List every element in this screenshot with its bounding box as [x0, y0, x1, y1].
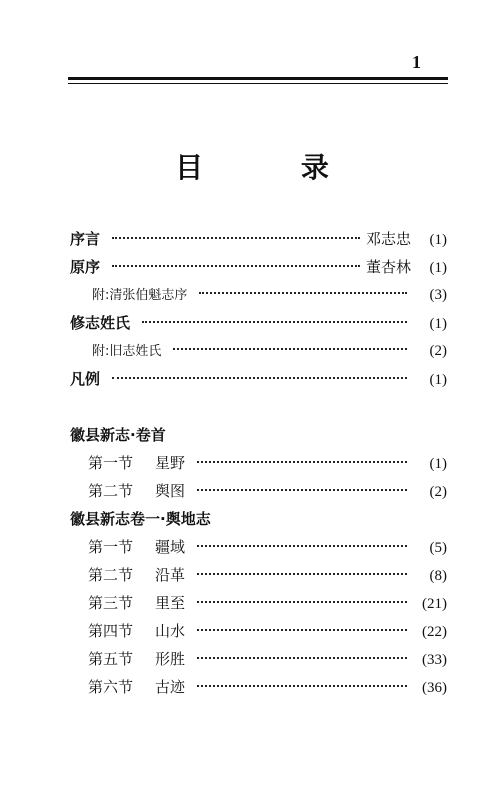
toc-label: 原序	[70, 258, 101, 276]
toc-page: (2)	[429, 343, 447, 359]
toc-row-appendix-preface[interactable]	[92, 284, 447, 308]
chapter-label: 第二节	[88, 482, 134, 500]
dot-leader	[197, 685, 407, 687]
page-title: 目 录	[175, 151, 373, 184]
toc-row-section[interactable]	[88, 536, 447, 560]
volume-heading[interactable]: 徽县新志卷一·舆地志	[70, 510, 211, 528]
toc-row-appendix-editors[interactable]	[92, 340, 447, 364]
toc-label: 附:清张伯魁志序	[92, 288, 188, 303]
toc-row-guidelines[interactable]	[70, 368, 447, 392]
toc-page: (3)	[429, 287, 447, 303]
dot-leader	[112, 237, 360, 239]
toc-author: 董杏林	[365, 258, 411, 276]
toc-row-section[interactable]	[88, 452, 447, 476]
section-name: 形胜	[155, 650, 186, 668]
toc-row-section[interactable]	[88, 620, 447, 644]
volume-heading[interactable]: 徽县新志·卷首	[70, 426, 166, 444]
toc-page: (2)	[429, 484, 447, 500]
toc-row-editors[interactable]	[70, 312, 447, 336]
chapter-label: 第五节	[88, 650, 134, 668]
toc-page: (36)	[422, 680, 447, 696]
section-name: 舆图	[155, 482, 186, 500]
dot-leader	[197, 601, 407, 603]
section-name: 沿革	[155, 566, 186, 584]
toc-page: (1)	[429, 316, 447, 332]
dot-leader	[197, 573, 407, 575]
dot-leader	[197, 545, 407, 547]
section-name: 疆域	[155, 538, 186, 556]
toc-page: (22)	[422, 624, 447, 640]
toc-page: (8)	[429, 568, 447, 584]
toc-page: (1)	[429, 372, 447, 388]
header-rule-thin	[68, 83, 448, 84]
chapter-label: 第一节	[88, 538, 134, 556]
section-name: 山水	[155, 622, 186, 640]
toc-row-section[interactable]	[88, 564, 447, 588]
dot-leader	[173, 348, 407, 350]
dot-leader	[199, 292, 407, 294]
page-number: 1	[412, 52, 421, 72]
toc-label: 凡例	[70, 370, 101, 388]
header-rule-thick	[68, 77, 448, 80]
dot-leader	[197, 489, 407, 491]
toc-row-section[interactable]	[88, 592, 447, 616]
toc-row-section[interactable]	[88, 648, 447, 672]
toc-page: (33)	[422, 652, 447, 668]
toc-label: 序言	[70, 230, 101, 248]
toc-page: (1)	[429, 232, 447, 248]
toc-page: (5)	[429, 540, 447, 556]
chapter-label: 第二节	[88, 566, 134, 584]
chapter-label: 第一节	[88, 454, 134, 472]
dot-leader	[197, 461, 407, 463]
section-name: 里至	[155, 594, 186, 612]
toc-row-section[interactable]	[88, 676, 447, 700]
dot-leader	[142, 321, 407, 323]
toc-label: 修志姓氏	[70, 314, 131, 332]
section-name: 星野	[155, 454, 186, 472]
toc-page: (21)	[422, 596, 447, 612]
toc-label: 附:旧志姓氏	[92, 344, 162, 359]
dot-leader	[197, 629, 407, 631]
dot-leader	[112, 377, 407, 379]
toc-page: (1)	[429, 456, 447, 472]
section-name: 古迹	[155, 678, 186, 696]
chapter-label: 第六节	[88, 678, 134, 696]
dot-leader	[197, 657, 407, 659]
dot-leader	[112, 265, 360, 267]
toc-row-section[interactable]	[88, 480, 447, 504]
toc-row-preface[interactable]	[70, 228, 447, 252]
toc-author: 邓志忠	[365, 230, 411, 248]
toc-page: (1)	[429, 260, 447, 276]
chapter-label: 第四节	[88, 622, 134, 640]
toc-row-original-preface[interactable]	[70, 256, 447, 280]
chapter-label: 第三节	[88, 594, 134, 612]
